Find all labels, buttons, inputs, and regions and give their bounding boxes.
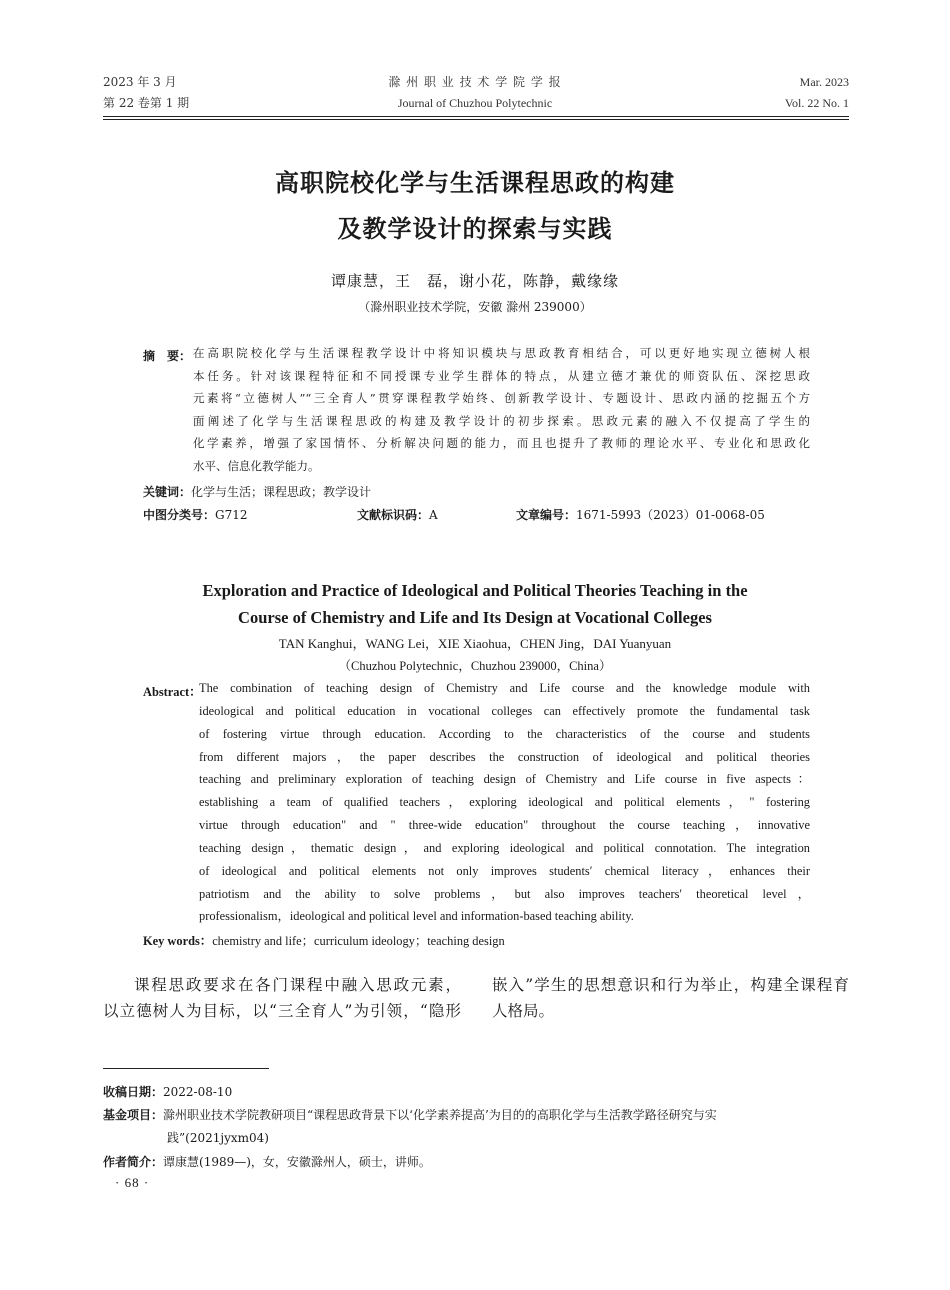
keywords-en-label: Key words： — [143, 934, 213, 948]
keywords-cn-label: 关键词： — [143, 485, 192, 499]
abstract-en-line: of fostering virtue through education. According to the characteristics of the course and students — [199, 726, 810, 741]
abstract-en-line: The combination of teaching design of Chemistry and Life course and the knowledge module with — [199, 681, 810, 695]
footnote-rule — [103, 1068, 269, 1069]
footnote-received — [103, 1083, 232, 1100]
doc-value: A — [429, 508, 438, 522]
author-value: 谭康慧(1989—)，女，安徽滁州人，硕士，讲师。 — [163, 1155, 431, 1169]
keywords-cn-value: 化学与生活；课程思政；教学设计 — [191, 485, 372, 499]
received-value: 2022-08-10 — [163, 1085, 233, 1099]
clc-number — [143, 506, 248, 523]
doc-label: 文献标识码： — [357, 508, 430, 522]
abstract-cn-line: 面阐述了化学与生活课程思政的构建及教学设计的初步探索。思政元素的融入不仅提高了学生的 — [193, 413, 810, 428]
abstract-en-line: teaching design，thematic design，and exploring ideological and political connotation. The integration — [199, 840, 810, 855]
affiliation-en: （Chuzhou Polytechnic，Chuzhou 239000，China） — [338, 659, 612, 673]
article-number — [516, 506, 765, 523]
abstract-cn-line: 水平、信息化教学能力。 — [193, 458, 320, 473]
abstract-en-text — [199, 677, 810, 928]
art-label: 文章编号： — [516, 508, 577, 522]
abstract-en-line: teaching and preliminary exploration of teaching design of Chemistry and Life course in five aspects： — [199, 772, 810, 787]
abstract-cn-text — [193, 342, 810, 478]
abstract-en-line: ideological and political education in vocational colleges can effectively promote the fundamental task — [199, 703, 810, 718]
authors-en: TAN Kanghui，WANG Lei，XIE Xiaohua，CHEN Jing，DAI Yuanyuan — [278, 636, 672, 651]
header-journal-en: Journal of Chuzhou Polytechnic — [397, 96, 553, 110]
body-paragraph-line: 课程思政要求在各门课程中融入思政元素， — [134, 976, 461, 994]
body-left-column — [103, 972, 461, 1024]
abstract-cn-line: 在高职院校化学与生活课程教学设计中将知识模块与思政教育相结合，可以更好地实现立德树人根 — [193, 346, 810, 360]
footnote-fund — [103, 1106, 849, 1123]
author-label: 作者简介： — [103, 1155, 164, 1169]
header-month-en: Mar. 2023 — [799, 75, 849, 89]
header-journal-cn: 滁 州 职 业 技 术 学 院 学 报 — [388, 75, 562, 89]
abstract-cn-line: 本任务。针对该课程特征和不同授课专业学生群体的特点，从建立德才兼优的师资队伍、深挖思政 — [193, 368, 810, 383]
keywords-cn — [143, 483, 371, 500]
header-date: 2023 年 3 月 — [103, 75, 177, 89]
art-value: 1671-5993（2023）01-0068-05 — [576, 508, 765, 522]
header-volume-cn: 第 22 卷第 1 期 — [103, 96, 190, 110]
title-cn-line1: 高职院校化学与生活课程思政的构建 — [275, 169, 675, 197]
abstract-cn-label: 摘 要： — [143, 349, 192, 363]
footnote-author — [103, 1153, 431, 1170]
header-rule — [103, 116, 849, 117]
abstract-cn-line: 化学素养，增强了家国情怀、分析解决问题的能力，而且也提升了教师的理论水平、专业化和思政化 — [193, 436, 810, 451]
abstract-cn-line: 元素将“立德树人”“三全育人”贯穿课程教学始终、创新教学设计、专题设计、思政内涵的挖掘五个方 — [193, 391, 810, 406]
title-en-line2: Course of Chemistry and Life and Its Design at Vocational Colleges — [238, 608, 712, 627]
clc-value: G712 — [215, 508, 248, 522]
abstract-en-line: patriotism and the ability to solve problems，but also improves teachers′ theoretical level， — [199, 886, 810, 901]
abstract-en-label: Abstract： — [143, 685, 202, 699]
body-paragraph-line: 人格局。 — [492, 1002, 555, 1020]
clc-label: 中图分类号： — [143, 508, 216, 522]
keywords-en — [143, 931, 505, 949]
body-right-column — [492, 972, 849, 1024]
title-en-line1: Exploration and Practice of Ideological and Political Theories Teaching in the — [202, 581, 748, 600]
abstract-en-line: establishing a team of qualified teachers，exploring ideological and political elements，" fostering — [199, 795, 810, 810]
fund-label: 基金项目： — [103, 1108, 164, 1122]
abstract-en-line: from different majors，the paper describes the construction of ideological and political theories — [199, 749, 810, 764]
body-paragraph-line: 以立德树人为目标，以“三全育人”为引领，“隐形 — [103, 1002, 461, 1020]
abstract-en-line: professionalism，ideological and political level and information-based teaching ability. — [199, 909, 634, 924]
document-code — [357, 506, 438, 523]
abstract-en-line: of ideological and political elements not only improves students′ chemical literacy，enhances their — [199, 863, 810, 878]
affiliation-cn: （滁州职业技术学院，安徽 滁州 239000） — [358, 300, 592, 314]
fund-line1: 滁州职业技术学院教研项目“课程思政背景下以‘化学素养提高’为目的的高职化学与生活教学路径研究与实 — [163, 1108, 717, 1122]
fund-line2: 践”(2021jyxm04) — [167, 1131, 269, 1145]
authors-cn: 谭康慧，王 磊，谢小花，陈静，戴缘缘 — [330, 272, 619, 290]
page-number: · 68 · — [115, 1175, 150, 1190]
title-cn-line2: 及教学设计的探索与实践 — [337, 215, 613, 243]
keywords-en-value: chemistry and life；curriculum ideology；teaching design — [212, 934, 505, 948]
header-rule-thin — [103, 119, 849, 120]
received-label: 收稿日期： — [103, 1085, 164, 1099]
body-paragraph-line: 嵌入”学生的思想意识和行为举止，构建全课程育 — [492, 976, 849, 994]
abstract-en-line: virtue through education" and " three-wide education" throughout the course teaching，innovative — [199, 818, 810, 833]
header-volume-en: Vol. 22 No. 1 — [784, 96, 849, 110]
